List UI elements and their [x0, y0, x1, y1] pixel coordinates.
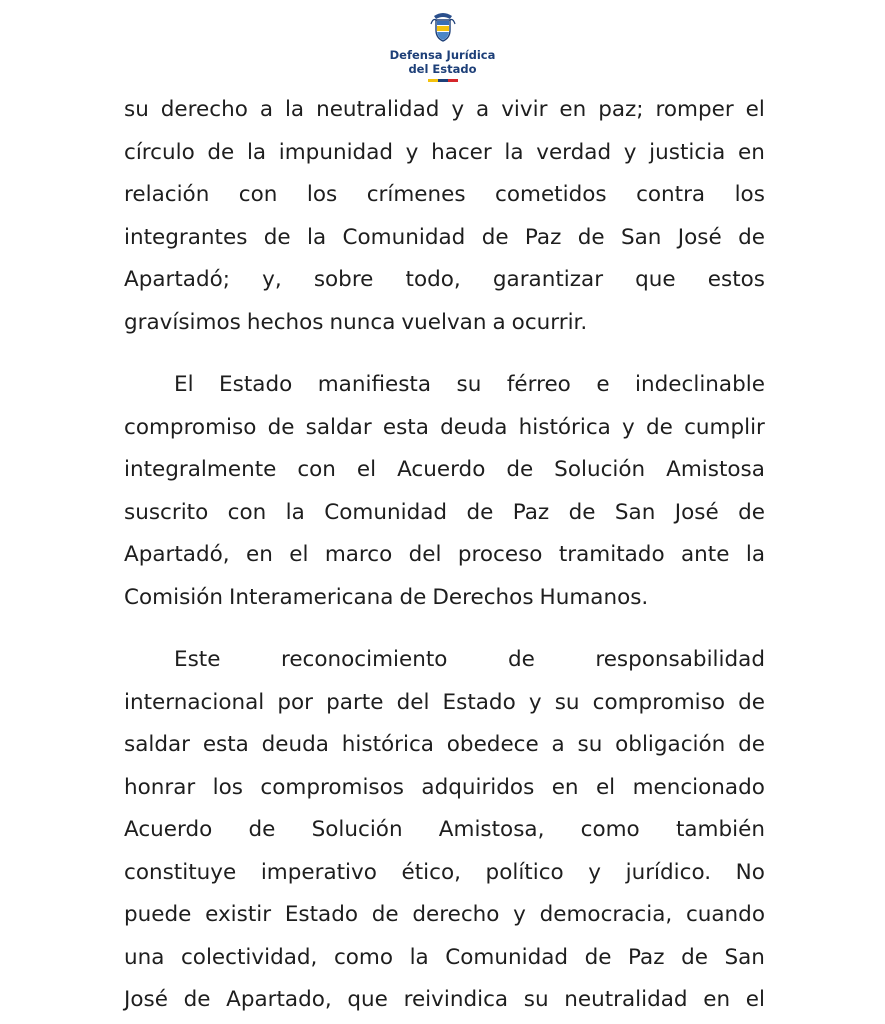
text-line: Apartadó; y, sobre todo, garantizar que estos [124, 267, 765, 292]
logo-text-line2: del Estado [408, 62, 477, 76]
paragraph [124, 89, 765, 344]
text-line: gravísimos hechos nunca vuelvan a ocurrir. [124, 309, 588, 335]
text-line: Acuerdo de Solución Amistosa, como también [124, 817, 765, 842]
text-line: una colectividad, como la Comunidad de Paz de San [124, 944, 765, 970]
text-line: José de Apartado, que reivindica su neutralidad en el [124, 987, 765, 1012]
text-line: constituye imperativo ético, político y jurídico. No [124, 859, 765, 885]
text-line: puede existir Estado de derecho y democracia, cuando [124, 902, 765, 927]
text-line: honrar los compromisos adquiridos en el mencionado [124, 774, 765, 800]
paragraph [124, 364, 765, 619]
text-line: su derecho a la neutralidad y a vivir en paz; romper el [124, 97, 765, 122]
logo-text-line1: Defensa Jurídica [389, 48, 496, 62]
text-line: compromiso de saldar esta deuda histórica y de cumplir [124, 414, 765, 440]
flag-stripe [428, 79, 458, 82]
text-line: saldar esta deuda histórica obedece a su obligación de [124, 732, 765, 757]
colombia-coat-of-arms-icon [430, 10, 456, 42]
text-line: integralmente con el Acuerdo de Solución Amistosa [124, 457, 765, 482]
text-line: círculo de la impunidad y hacer la verdad y justicia en [124, 139, 765, 165]
paragraph [124, 639, 765, 1022]
paragraph-gap [124, 619, 765, 639]
document-body [124, 89, 765, 1022]
text-line: Este reconocimiento de responsabilidad [174, 647, 765, 672]
text-line: integrantes de la Comunidad de Paz de San José de [124, 224, 765, 250]
paragraph-gap [124, 344, 765, 364]
text-line: El Estado manifiesta su férreo e indeclinable [174, 372, 765, 397]
text-line: Apartadó, en el marco del proceso tramitado ante la [124, 542, 765, 567]
text-line: internacional por parte del Estado y su compromiso de [124, 689, 765, 715]
text-line: relación con los crímenes cometidos contra los [124, 182, 765, 207]
text-line: suscrito con la Comunidad de Paz de San José de [124, 499, 765, 525]
text-line: Comisión Interamericana de Derechos Humanos. [124, 584, 649, 610]
document-header [0, 10, 885, 82]
